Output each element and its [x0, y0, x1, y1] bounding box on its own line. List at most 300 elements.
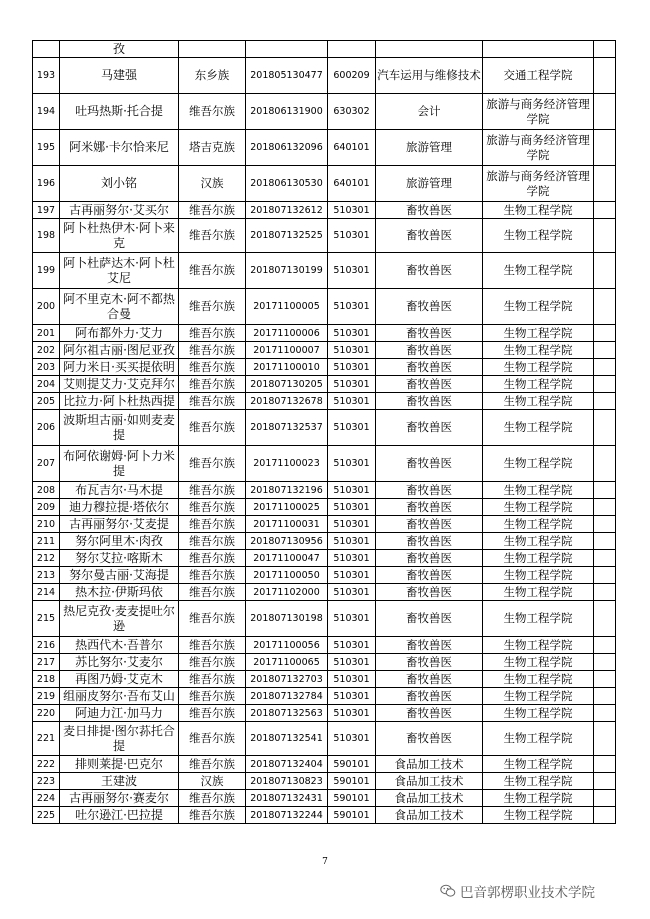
blank-cell — [594, 289, 616, 325]
major-code: 640101 — [328, 166, 376, 202]
major-code: 510301 — [328, 202, 376, 219]
table-row — [33, 773, 616, 790]
student-id: 20171100023 — [246, 446, 328, 482]
row-number: 207 — [33, 446, 60, 482]
student-id: 201807132678 — [246, 393, 328, 410]
major-code: 590101 — [328, 773, 376, 790]
student-name: 比拉力·阿卜杜热西提 — [60, 393, 179, 410]
student-roster-table — [32, 40, 616, 824]
major-code: 510301 — [328, 499, 376, 516]
ethnicity: 维吾尔族 — [179, 342, 246, 359]
major-name: 畜牧兽医 — [376, 253, 483, 289]
ethnicity: 维吾尔族 — [179, 533, 246, 550]
major-name — [376, 41, 483, 58]
major-name: 会计 — [376, 94, 483, 130]
page-number: 7 — [322, 857, 328, 867]
ethnicity: 维吾尔族 — [179, 601, 246, 637]
row-number: 218 — [33, 671, 60, 688]
student-id: 201807132541 — [246, 722, 328, 756]
major-name: 畜牧兽医 — [376, 289, 483, 325]
major-name: 旅游管理 — [376, 166, 483, 202]
student-id: 201807132244 — [246, 807, 328, 824]
college-name: 生物工程学院 — [483, 359, 594, 376]
row-number: 212 — [33, 550, 60, 567]
blank-cell — [594, 482, 616, 499]
major-name: 食品加工技术 — [376, 756, 483, 773]
student-name: 再图乃姆·艾克木 — [60, 671, 179, 688]
college-name: 生物工程学院 — [483, 446, 594, 482]
table-row — [33, 807, 616, 824]
student-name: 艾则提艾力·艾克拜尔 — [60, 376, 179, 393]
table-row — [33, 637, 616, 654]
college-name: 生物工程学院 — [483, 790, 594, 807]
student-id: 201807130205 — [246, 376, 328, 393]
major-code: 510301 — [328, 584, 376, 601]
major-name: 畜牧兽医 — [376, 601, 483, 637]
blank-cell — [594, 654, 616, 671]
ethnicity: 维吾尔族 — [179, 325, 246, 342]
ethnicity: 维吾尔族 — [179, 807, 246, 824]
student-id: 20171100025 — [246, 499, 328, 516]
roster-body — [33, 41, 616, 824]
row-number: 210 — [33, 516, 60, 533]
table-row — [33, 722, 616, 756]
row-number: 221 — [33, 722, 60, 756]
row-number: 220 — [33, 705, 60, 722]
table-row — [33, 533, 616, 550]
blank-cell — [594, 58, 616, 94]
blank-cell — [594, 219, 616, 253]
row-number: 197 — [33, 202, 60, 219]
ethnicity: 维吾尔族 — [179, 584, 246, 601]
college-name: 生物工程学院 — [483, 705, 594, 722]
college-name: 生物工程学院 — [483, 393, 594, 410]
table-row — [33, 253, 616, 289]
watermark — [440, 881, 595, 901]
row-number: 215 — [33, 601, 60, 637]
major-code: 510301 — [328, 393, 376, 410]
ethnicity: 维吾尔族 — [179, 376, 246, 393]
major-name: 食品加工技术 — [376, 773, 483, 790]
blank-cell — [594, 550, 616, 567]
major-code: 600209 — [328, 58, 376, 94]
row-number: 201 — [33, 325, 60, 342]
student-id: 201806132096 — [246, 130, 328, 166]
college-name: 生物工程学院 — [483, 654, 594, 671]
row-number: 208 — [33, 482, 60, 499]
ethnicity: 维吾尔族 — [179, 202, 246, 219]
table-row — [33, 58, 616, 94]
student-name: 阿卜杜热伊木·阿卜来克 — [60, 219, 179, 253]
table-row — [33, 94, 616, 130]
blank-cell — [594, 359, 616, 376]
row-number: 205 — [33, 393, 60, 410]
ethnicity: 维吾尔族 — [179, 516, 246, 533]
ethnicity: 塔吉克族 — [179, 130, 246, 166]
major-name: 畜牧兽医 — [376, 376, 483, 393]
student-id: 20171102000 — [246, 584, 328, 601]
major-name: 畜牧兽医 — [376, 671, 483, 688]
blank-cell — [594, 376, 616, 393]
major-code: 510301 — [328, 482, 376, 499]
major-code: 590101 — [328, 756, 376, 773]
ethnicity: 维吾尔族 — [179, 393, 246, 410]
student-name: 热尼克孜·麦麦提吐尔逊 — [60, 601, 179, 637]
ethnicity: 维吾尔族 — [179, 289, 246, 325]
college-name: 生物工程学院 — [483, 637, 594, 654]
major-code: 510301 — [328, 533, 376, 550]
major-code: 510301 — [328, 705, 376, 722]
blank-cell — [594, 637, 616, 654]
student-name: 苏比努尔·艾麦尔 — [60, 654, 179, 671]
student-id: 201807132431 — [246, 790, 328, 807]
major-name: 畜牧兽医 — [376, 393, 483, 410]
blank-cell — [594, 499, 616, 516]
table-row — [33, 567, 616, 584]
major-code: 510301 — [328, 601, 376, 637]
college-name: 生物工程学院 — [483, 202, 594, 219]
major-name: 畜牧兽医 — [376, 410, 483, 446]
major-name: 畜牧兽医 — [376, 567, 483, 584]
college-name: 生物工程学院 — [483, 289, 594, 325]
row-number: 211 — [33, 533, 60, 550]
table-row — [33, 41, 616, 58]
student-name: 古再丽努尔·赛麦尔 — [60, 790, 179, 807]
major-name: 食品加工技术 — [376, 807, 483, 824]
college-name: 生物工程学院 — [483, 482, 594, 499]
student-id: 20171100031 — [246, 516, 328, 533]
major-code: 510301 — [328, 516, 376, 533]
ethnicity: 维吾尔族 — [179, 219, 246, 253]
blank-cell — [594, 166, 616, 202]
student-name: 阿米娜·卡尔恰来尼 — [60, 130, 179, 166]
college-name: 交通工程学院 — [483, 58, 594, 94]
major-code: 630302 — [328, 94, 376, 130]
college-name: 生物工程学院 — [483, 499, 594, 516]
student-name: 刘小铭 — [60, 166, 179, 202]
ethnicity: 维吾尔族 — [179, 688, 246, 705]
student-id: 201807132404 — [246, 756, 328, 773]
table-row — [33, 601, 616, 637]
blank-cell — [594, 671, 616, 688]
student-name: 王建波 — [60, 773, 179, 790]
blank-cell — [594, 790, 616, 807]
college-name: 生物工程学院 — [483, 584, 594, 601]
student-name: 古再丽努尔·艾麦提 — [60, 516, 179, 533]
table-row — [33, 202, 616, 219]
major-code: 510301 — [328, 722, 376, 756]
major-code: 510301 — [328, 325, 376, 342]
ethnicity: 维吾尔族 — [179, 722, 246, 756]
blank-cell — [594, 584, 616, 601]
row-number: 196 — [33, 166, 60, 202]
student-id: 201807132612 — [246, 202, 328, 219]
row-number: 225 — [33, 807, 60, 824]
row-number: 199 — [33, 253, 60, 289]
student-id: 201807132196 — [246, 482, 328, 499]
row-number: 209 — [33, 499, 60, 516]
major-code: 510301 — [328, 446, 376, 482]
major-name: 畜牧兽医 — [376, 325, 483, 342]
blank-cell — [594, 516, 616, 533]
table-row — [33, 499, 616, 516]
blank-cell — [594, 807, 616, 824]
table-row — [33, 482, 616, 499]
student-name: 古再丽努尔·艾买尔 — [60, 202, 179, 219]
major-code — [328, 41, 376, 58]
table-row — [33, 671, 616, 688]
student-id: 201807130823 — [246, 773, 328, 790]
student-name: 阿卜杜萨达木·阿卜杜艾尼 — [60, 253, 179, 289]
ethnicity: 维吾尔族 — [179, 654, 246, 671]
ethnicity — [179, 41, 246, 58]
student-name: 布阿依谢姆·阿卜力米提 — [60, 446, 179, 482]
table-row — [33, 325, 616, 342]
row-number: 203 — [33, 359, 60, 376]
wechat-icon — [440, 884, 456, 898]
blank-cell — [594, 756, 616, 773]
ethnicity: 维吾尔族 — [179, 482, 246, 499]
student-name: 热木拉·伊斯玛依 — [60, 584, 179, 601]
college-name: 生物工程学院 — [483, 722, 594, 756]
blank-cell — [594, 410, 616, 446]
ethnicity: 维吾尔族 — [179, 790, 246, 807]
row-number: 206 — [33, 410, 60, 446]
ethnicity: 维吾尔族 — [179, 671, 246, 688]
table-row — [33, 359, 616, 376]
student-name: 组丽皮努尔·吾布艾山 — [60, 688, 179, 705]
college-name: 生物工程学院 — [483, 516, 594, 533]
student-name: 热西代木·吾普尔 — [60, 637, 179, 654]
major-code: 510301 — [328, 289, 376, 325]
ethnicity: 维吾尔族 — [179, 705, 246, 722]
major-code: 640101 — [328, 130, 376, 166]
student-name: 阿力米日·买买提依明 — [60, 359, 179, 376]
row-number: 200 — [33, 289, 60, 325]
major-name: 畜牧兽医 — [376, 219, 483, 253]
student-id: 201807130956 — [246, 533, 328, 550]
ethnicity: 维吾尔族 — [179, 253, 246, 289]
college-name: 生物工程学院 — [483, 688, 594, 705]
student-name: 阿迪力江·加马力 — [60, 705, 179, 722]
ethnicity: 维吾尔族 — [179, 359, 246, 376]
student-name: 吐尔逊江·巴拉提 — [60, 807, 179, 824]
blank-cell — [594, 393, 616, 410]
blank-cell — [594, 688, 616, 705]
college-name: 生物工程学院 — [483, 219, 594, 253]
blank-cell — [594, 722, 616, 756]
major-name: 畜牧兽医 — [376, 499, 483, 516]
blank-cell — [594, 773, 616, 790]
student-id: 201807130198 — [246, 601, 328, 637]
student-name: 马建强 — [60, 58, 179, 94]
major-name: 畜牧兽医 — [376, 584, 483, 601]
major-code: 510301 — [328, 567, 376, 584]
blank-cell — [594, 533, 616, 550]
major-code: 510301 — [328, 550, 376, 567]
blank-cell — [594, 41, 616, 58]
blank-cell — [594, 601, 616, 637]
table-row — [33, 410, 616, 446]
major-name: 畜牧兽医 — [376, 359, 483, 376]
major-code: 510301 — [328, 253, 376, 289]
row-number: 213 — [33, 567, 60, 584]
row-number: 204 — [33, 376, 60, 393]
row-number — [33, 41, 60, 58]
college-name: 生物工程学院 — [483, 533, 594, 550]
student-id: 201807132525 — [246, 219, 328, 253]
major-code: 510301 — [328, 359, 376, 376]
watermark-text: 巴音郭楞职业技术学院 — [460, 885, 595, 901]
student-id: 201805130477 — [246, 58, 328, 94]
major-name: 汽车运用与维修技术 — [376, 58, 483, 94]
row-number: 214 — [33, 584, 60, 601]
table-row — [33, 342, 616, 359]
row-number: 195 — [33, 130, 60, 166]
major-code: 510301 — [328, 671, 376, 688]
blank-cell — [594, 325, 616, 342]
student-name: 阿尔祖古丽·图尼亚孜 — [60, 342, 179, 359]
major-code: 510301 — [328, 342, 376, 359]
student-id: 20171100007 — [246, 342, 328, 359]
ethnicity: 维吾尔族 — [179, 756, 246, 773]
table-row — [33, 550, 616, 567]
student-name: 波斯坦古丽·如则麦麦提 — [60, 410, 179, 446]
major-code: 510301 — [328, 410, 376, 446]
student-name: 努尔阿里木·肉孜 — [60, 533, 179, 550]
student-id: 201807132537 — [246, 410, 328, 446]
table-row — [33, 790, 616, 807]
row-number: 202 — [33, 342, 60, 359]
major-name: 食品加工技术 — [376, 790, 483, 807]
major-name: 畜牧兽医 — [376, 342, 483, 359]
table-row — [33, 584, 616, 601]
student-name: 孜 — [60, 41, 179, 58]
college-name: 生物工程学院 — [483, 773, 594, 790]
college-name: 旅游与商务经济管理学院 — [483, 166, 594, 202]
major-code: 510301 — [328, 688, 376, 705]
student-id: 201807132703 — [246, 671, 328, 688]
college-name: 生物工程学院 — [483, 376, 594, 393]
student-id: 20171100005 — [246, 289, 328, 325]
college-name: 生物工程学院 — [483, 567, 594, 584]
row-number: 222 — [33, 756, 60, 773]
ethnicity: 维吾尔族 — [179, 499, 246, 516]
row-number: 219 — [33, 688, 60, 705]
major-name: 畜牧兽医 — [376, 637, 483, 654]
row-number: 194 — [33, 94, 60, 130]
ethnicity: 维吾尔族 — [179, 94, 246, 130]
table-row — [33, 289, 616, 325]
row-number: 224 — [33, 790, 60, 807]
table-row — [33, 756, 616, 773]
blank-cell — [594, 342, 616, 359]
college-name: 生物工程学院 — [483, 601, 594, 637]
student-name: 迪力穆拉提·塔依尔 — [60, 499, 179, 516]
row-number: 217 — [33, 654, 60, 671]
ethnicity: 维吾尔族 — [179, 410, 246, 446]
college-name: 生物工程学院 — [483, 807, 594, 824]
table-row — [33, 705, 616, 722]
ethnicity: 汉族 — [179, 773, 246, 790]
major-name: 畜牧兽医 — [376, 688, 483, 705]
row-number: 223 — [33, 773, 60, 790]
student-name: 努尔艾拉·喀斯木 — [60, 550, 179, 567]
ethnicity: 汉族 — [179, 166, 246, 202]
student-name: 阿布都外力·艾力 — [60, 325, 179, 342]
college-name: 旅游与商务经济管理学院 — [483, 94, 594, 130]
major-name: 畜牧兽医 — [376, 516, 483, 533]
college-name — [483, 41, 594, 58]
ethnicity: 维吾尔族 — [179, 567, 246, 584]
blank-cell — [594, 94, 616, 130]
table-row — [33, 688, 616, 705]
table-row — [33, 516, 616, 533]
student-id: 201807130199 — [246, 253, 328, 289]
ethnicity: 维吾尔族 — [179, 446, 246, 482]
college-name: 生物工程学院 — [483, 342, 594, 359]
college-name: 生物工程学院 — [483, 253, 594, 289]
college-name: 生物工程学院 — [483, 325, 594, 342]
major-code: 510301 — [328, 376, 376, 393]
ethnicity: 东乡族 — [179, 58, 246, 94]
row-number: 193 — [33, 58, 60, 94]
major-code: 590101 — [328, 790, 376, 807]
table-row — [33, 130, 616, 166]
student-id: 201807132784 — [246, 688, 328, 705]
major-code: 510301 — [328, 219, 376, 253]
table-row — [33, 219, 616, 253]
ethnicity: 维吾尔族 — [179, 637, 246, 654]
table-row — [33, 654, 616, 671]
college-name: 生物工程学院 — [483, 550, 594, 567]
row-number: 198 — [33, 219, 60, 253]
student-name: 排则莱提·巴克尔 — [60, 756, 179, 773]
ethnicity: 维吾尔族 — [179, 550, 246, 567]
student-name: 吐玛热斯·托合提 — [60, 94, 179, 130]
major-code: 590101 — [328, 807, 376, 824]
student-id: 20171100056 — [246, 637, 328, 654]
major-code: 510301 — [328, 637, 376, 654]
student-name: 努尔曼古丽·艾海提 — [60, 567, 179, 584]
table-row — [33, 166, 616, 202]
student-id: 201806131900 — [246, 94, 328, 130]
major-name: 畜牧兽医 — [376, 202, 483, 219]
table-row — [33, 393, 616, 410]
blank-cell — [594, 705, 616, 722]
student-id: 20171100065 — [246, 654, 328, 671]
major-name: 畜牧兽医 — [376, 550, 483, 567]
blank-cell — [594, 567, 616, 584]
major-name: 畜牧兽医 — [376, 533, 483, 550]
college-name: 生物工程学院 — [483, 671, 594, 688]
student-name: 麦日排提·图尔荪托合提 — [60, 722, 179, 756]
major-name: 畜牧兽医 — [376, 446, 483, 482]
student-id: 20171100047 — [246, 550, 328, 567]
student-name: 阿不里克木·阿不都热合曼 — [60, 289, 179, 325]
student-id: 20171100006 — [246, 325, 328, 342]
major-code: 510301 — [328, 654, 376, 671]
student-id — [246, 41, 328, 58]
major-name: 畜牧兽医 — [376, 654, 483, 671]
major-name: 畜牧兽医 — [376, 705, 483, 722]
blank-cell — [594, 202, 616, 219]
major-name: 畜牧兽医 — [376, 482, 483, 499]
major-name: 旅游管理 — [376, 130, 483, 166]
row-number: 216 — [33, 637, 60, 654]
major-name: 畜牧兽医 — [376, 722, 483, 756]
blank-cell — [594, 130, 616, 166]
